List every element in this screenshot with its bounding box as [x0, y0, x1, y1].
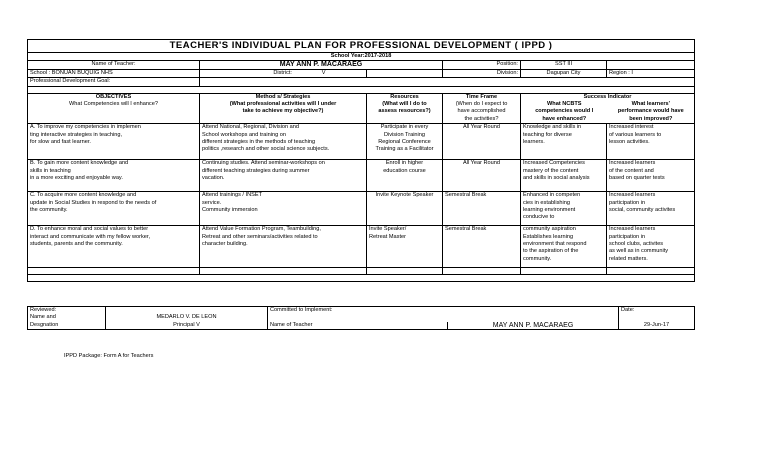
signature-block — [27, 306, 694, 330]
teacher-name: MAY ANN P. MACARAEG — [200, 61, 443, 69]
teacher-label: Name of Teacher — [268, 322, 448, 330]
date-label: Date: — [619, 307, 695, 315]
blank-row-2 — [28, 275, 695, 282]
reviewer-name: MEDARLO V. DE LEON — [106, 314, 268, 321]
performance-c: Increased learners participation in social, community activites — [607, 192, 695, 226]
ippd-form — [27, 39, 694, 282]
header-row — [28, 93, 695, 124]
title-row — [28, 40, 695, 53]
plan-row-c — [28, 192, 695, 226]
methods-title: Method s/ Strategies — [255, 93, 311, 100]
school-row — [28, 69, 695, 77]
goal-label: Professional Development Goal: — [28, 78, 200, 86]
spacer-row — [28, 86, 695, 93]
school-year: School Year:2017-2018 — [28, 53, 695, 61]
resource-a: Participate in every Division Training Regional Conference Training as a Facilitator — [367, 124, 443, 160]
blank-cell — [28, 275, 695, 282]
blank-cell — [521, 268, 607, 275]
time-b: All Year Round — [443, 160, 521, 192]
plan-row-b — [28, 160, 695, 192]
resource-d: Invite Speaker/ Retreat Master — [367, 226, 443, 268]
goal-row — [28, 78, 695, 86]
success-competency-subtitle: What NCBTS competencies would I have enhanced? — [535, 101, 594, 122]
date-value: 29-Jun-17 — [619, 322, 695, 330]
resources-subtitle: (What will I do to assess resources?) — [378, 101, 431, 115]
method-c: Attend trainings / INSET service. Community immersion — [200, 192, 367, 226]
ippd-table — [27, 39, 695, 282]
blank-row-1 — [28, 268, 695, 275]
position-value: SST III — [521, 61, 607, 69]
methods-subtitle: (What professional activities will I under take to achieve my objective?) — [229, 101, 337, 115]
signature-table — [27, 306, 695, 330]
position-label: Position: — [443, 61, 521, 69]
competency-a: Knowledge and skills in teaching for diverse learners. — [521, 124, 607, 160]
school-year-row — [28, 53, 695, 61]
resource-b: Enroll in higher education course — [367, 160, 443, 192]
methods-header — [200, 93, 367, 124]
designation-label: Desgnation — [28, 322, 106, 330]
name-and-label: Name and — [28, 314, 106, 321]
committed-label: Committed to Implement: — [268, 307, 619, 315]
signature-row-3 — [28, 322, 695, 330]
reviewer-title: Principal V — [106, 322, 268, 330]
objective-b: B. To gain more content knowledge and skills in teaching in a more exciting and enjoyable way. — [28, 160, 200, 192]
method-d: Attend Value Formation Program, Teambuilding, Retreat and other seminars/activities related to character building. — [200, 226, 367, 268]
objective-c: C. To acquire more content knowledge and update in Social Studies in respond to the needs of the community. — [28, 192, 200, 226]
time-a: All Year Round — [443, 124, 521, 160]
region-label: Region : I — [607, 69, 695, 77]
plan-row-d — [28, 226, 695, 268]
timeframe-title: Time Frame — [465, 93, 498, 100]
performance-d: Increased learners participation in school clubs, activites as well as in community related matters. — [607, 226, 695, 268]
success-title: Success Indicator — [583, 93, 632, 100]
objectives-header — [28, 93, 200, 124]
reviewer-blank — [106, 307, 268, 315]
name-label: Name of Teacher: — [28, 61, 200, 69]
performance-b: Increased learners of the content and based on quarter tests — [607, 160, 695, 192]
division-value: Dagupan City — [521, 69, 607, 77]
method-a: Attend National, Regional, Division and School workshops and training on different strategies in the methods of teaching politics ,research and other social science subjects. — [200, 124, 367, 160]
competency-d: community aspiration Establishes learning environment that respond to the aspiration of the community. — [521, 226, 607, 268]
date-blank — [619, 314, 695, 321]
objective-d: D. To enhance moral and social values to better interact and communicate with my fellow worker, students, parents and the community. — [28, 226, 200, 268]
footer-note: IPPD Package: Form A for Teachers — [64, 353, 154, 359]
blank-cell — [367, 268, 443, 275]
success-header — [521, 93, 695, 124]
plan-row-a — [28, 124, 695, 160]
timeframe-subtitle: (When do I expect to have accomplished the activities? — [455, 101, 508, 122]
blank-cell — [200, 268, 367, 275]
competency-c: Enhanced in competen cies in establishing learning environment conducive to — [521, 192, 607, 226]
school-blank — [367, 69, 443, 77]
committed-blank — [268, 314, 619, 321]
division-label: Division: — [443, 69, 521, 77]
district-cell — [200, 69, 367, 77]
success-performance-subtitle: What learners' performance would have been improved? — [617, 101, 684, 122]
goal-value — [200, 78, 695, 86]
blank-cell — [28, 268, 200, 275]
objectives-title: OBJECTIVES — [95, 93, 132, 100]
resources-title: Resources — [390, 93, 419, 100]
school-label: School : BONUAN BUQUIG NHS — [28, 69, 200, 77]
blank-cell — [607, 268, 695, 275]
signature-row-1 — [28, 307, 695, 315]
blank-cell — [443, 268, 521, 275]
spacer — [28, 86, 695, 93]
time-d: Semestral Break — [443, 226, 521, 268]
reviewed-label: Reviewed: — [28, 307, 106, 315]
teacher-row — [28, 61, 695, 69]
resources-header — [367, 93, 443, 124]
form-title: TEACHER'S INDIVIDUAL PLAN FOR PROFESSIONAL DEVELOPMENT ( IPPD ) — [28, 40, 695, 53]
timeframe-header — [443, 93, 521, 124]
objectives-subtitle: What Competencies will I enhance? — [69, 101, 158, 108]
district-value: V — [321, 69, 326, 76]
objective-a: A. To improve my competencies in implemen ting interactive strategies in teaching, for slow and fast learner. — [28, 124, 200, 160]
position-blank — [607, 61, 695, 69]
teacher-signature-name: MAY ANN P. MACARAEG — [448, 322, 619, 330]
competency-b: Increased Competencies mastery of the content and skills in social analysis — [521, 160, 607, 192]
district-label: District: — [273, 69, 292, 76]
signature-row-2 — [28, 314, 695, 321]
time-c: Semestral Break — [443, 192, 521, 226]
performance-a: Increased interest of various learners to lesson activities. — [607, 124, 695, 160]
method-b: Continuing studies. Attend seminar-workshops on different teaching strategies during summer vacation. — [200, 160, 367, 192]
resource-c: Invite Keynote Speaker — [367, 192, 443, 226]
